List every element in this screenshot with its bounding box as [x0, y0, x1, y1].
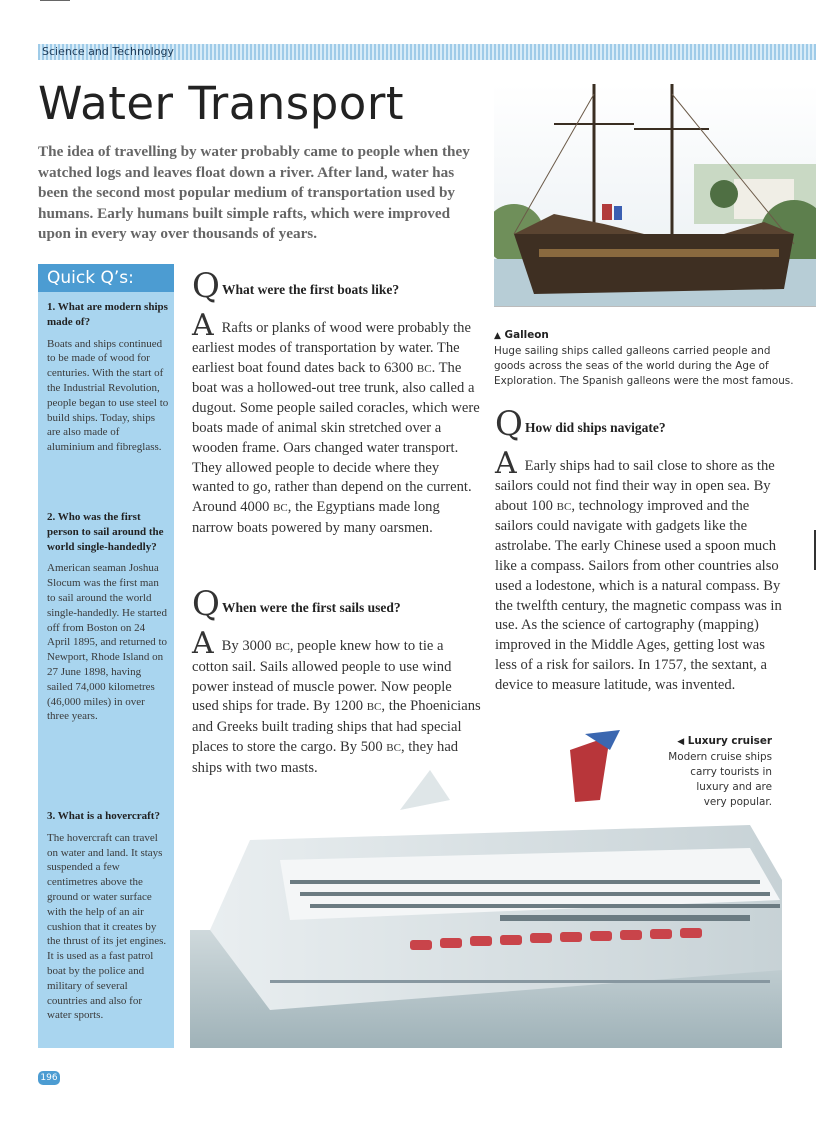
qa-navigation — [495, 406, 785, 696]
quick-q-3 — [47, 809, 169, 1023]
quick-questions-title: Quick Q’s: — [47, 268, 134, 288]
galleon-photo — [494, 84, 816, 307]
q-marker: Q — [192, 266, 220, 306]
section-label: Science and Technology — [42, 45, 174, 58]
quick-q-3-question: 3. What is a hovercraft? — [47, 810, 160, 822]
question-heading: When were the first sails used? — [222, 600, 401, 615]
quick-q-2-answer: American seaman Joshua Slocum was the first man to sail around the world single-handedly. He started off from Boston on 24 April 1895, and returned to Newport, Rhode Island on 27 June 1898, having sailed 74,000 kilometres (46,000 miles) in over three years. — [47, 562, 168, 723]
quick-q-1-answer: Boats and ships continued to be made of wood for centuries. With the start of the Industrial Revolution, people began to use steel to build ships. Today, ships are also made of aluminium and fibreglass. — [47, 337, 169, 454]
quick-q-3-answer: The hovercraft can travel on water and land. It stays suspended a few centimetres above the ground or water surface with the help of an air cushion that it creates by the thrust of its jet engines. It is used as a fast patrol boat by the police and military of several countries and also for water sports. — [47, 831, 167, 1022]
galleon-caption: ▲ Galleon Huge sailing ships called galleons carried people and goods across the seas of the world during the Age of Exploration. The Spanish galleons were the most famous. — [494, 329, 794, 387]
galleon-caption-title: Galleon — [504, 329, 549, 341]
cruiser-caption-title: Luxury cruiser — [687, 735, 772, 747]
quick-q-2-question: 2. Who was the first person to sail around the world single-handedly? — [47, 511, 164, 553]
q-marker: Q — [192, 584, 220, 624]
cruiser-caption-line: luxury and are — [696, 781, 772, 793]
answer-text: A By 3000 BC, people knew how to tie a cotton sail. Sails allowed people to use wind power instead of muscle power. Now people used ships for trade. By 1200 BC, the Phoenicians and Greeks built trading ships that had special places to store the cargo. By 500 BC, they had ships with two masts. — [192, 626, 481, 776]
answer-text: A Rafts or planks of wood were probably the earliest modes of transportation by water. The earliest boat found dates back to 6300 BC. The boat was a hollowed-out tree trunk, also called a dugout. Some people sailed coracles, which were boats made of animal skin stretched over a wooden frame. Oars changed water transport. They allowed people to decide where they wanted to go, rather than depend on the current. Around 4000 BC, the Egyptians made long narrow boats powered by many oarsmen. — [192, 308, 480, 536]
quick-q-2 — [47, 510, 169, 724]
a-marker: A — [495, 446, 517, 481]
quick-q-1-question: 1. What are modern ships made of? — [47, 301, 168, 328]
qa-first-boats — [192, 268, 482, 539]
quick-questions-panel — [38, 264, 174, 1048]
intro-paragraph: The idea of travelling by water probably came to people when they watched logs and leaves float down a river. After land, water has been the second most popular medium of transportation used by humans. Early humans built simple rafts, which were improved upon in every way over thousands of years. — [38, 143, 470, 242]
a-marker: A — [192, 308, 214, 343]
question-heading: How did ships navigate? — [525, 420, 666, 435]
cruiser-caption-line: Modern cruise ships — [668, 751, 772, 763]
cruiser-caption-line: very popular. — [703, 796, 772, 808]
cruiser-caption-line: carry tourists in — [690, 766, 772, 778]
a-marker: A — [192, 626, 214, 661]
page-number: 196 — [38, 1071, 60, 1085]
galleon-caption-text: Huge sailing ships called galleons carried people and goods across the seas of the world during the Age of Exploration. The Spanish galleons were the most famous. — [494, 345, 794, 387]
cruiser-caption: ◀ Luxury cruiser Modern cruise ships carry tourists in luxury and are very popular. — [668, 735, 772, 808]
question-heading: What were the first boats like? — [222, 282, 400, 297]
top-rule — [40, 0, 70, 1]
q-marker: Q — [495, 404, 523, 444]
answer-text: A Early ships had to sail close to shore as the sailors could not find their way in open sea. By about 100 BC, technology improved and the sailors could navigate with gadgets like the astrolabe. The early Chinese used a spoon much like a compass. Sailors from other countries also used a lodestone, which is a natural compass. By the twelfth century, the magnetic compass was in use. As the science of cartography (mapping) improved in the Middle Ages, getting lost was less of a risk for sailors. In 1757, the sextant, a device to measure latitude, was invented. — [495, 446, 782, 693]
quick-q-1 — [47, 300, 169, 455]
page-title: Water Transport — [38, 77, 404, 130]
